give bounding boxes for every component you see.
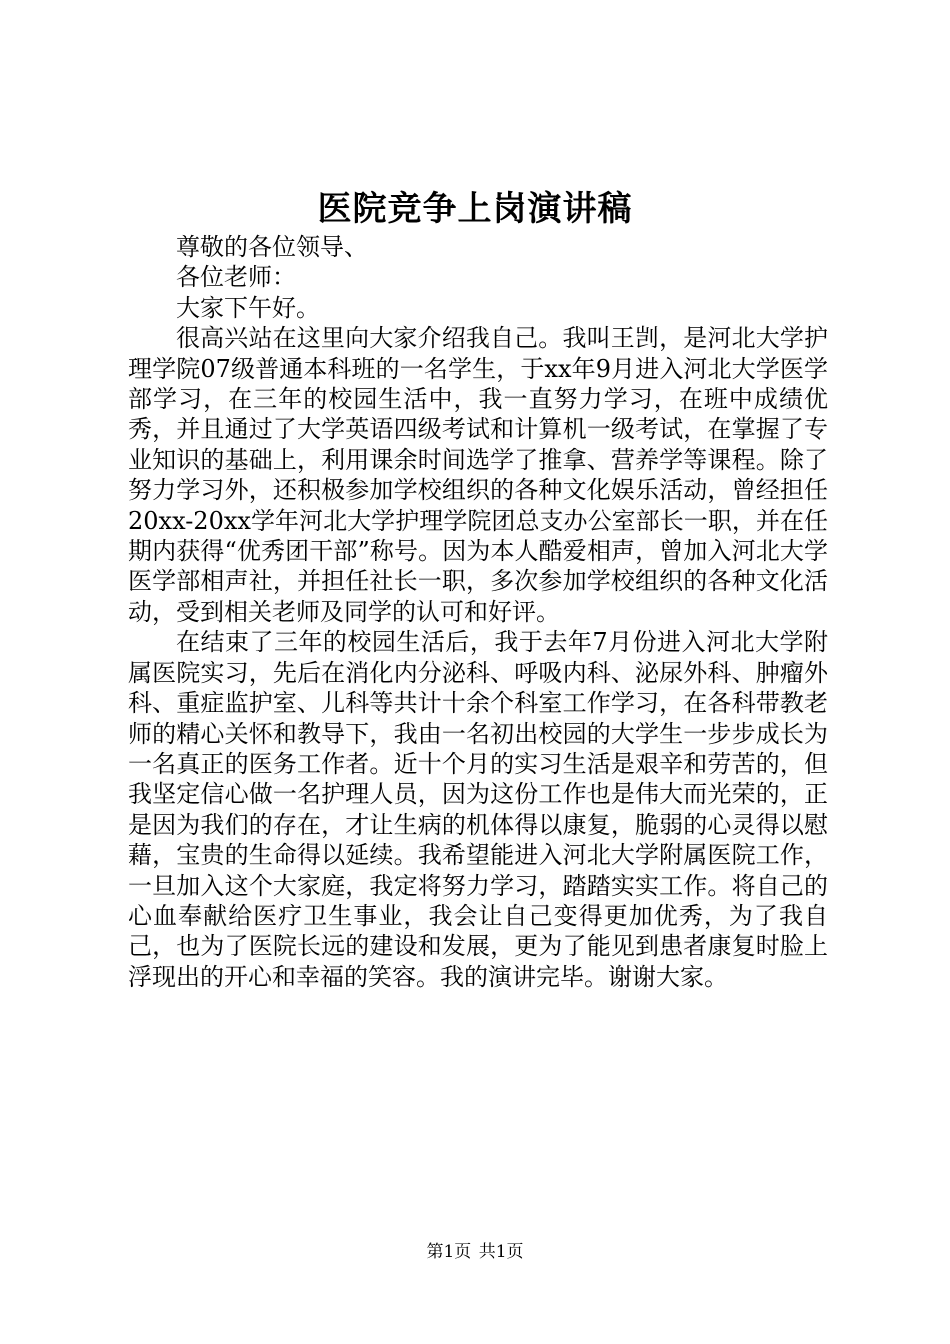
paragraph-internship: 在结束了三年的校园生活后，我于去年7月份进入河北大学附属医院实习，先后在消化内分泌科、呼吸内科、泌尿外科、肿瘤外科、重症监护室、儿科等共计十余个科室工作学习，在各科带教老师的精心关怀和教导下，我由一名初出校园的大学生一步步成长为一名真正的医务工作者。近十个月的实习生活是艰辛和劳苦的，但我坚定信心做一名护理人员，因为这份工作也是伟大而光荣的，正是因为我们的存在，才让生病的机体得以康复，脆弱的心灵得以慰藉，宝贵的生命得以延续。我希望能进入河北大学附属医院工作，一旦加入这个大家庭，我定将努力学习，踏踏实实工作。将自己的心血奉献给医疗卫生事业，我会让自己变得更加优秀，为了我自己，也为了医院长远的建设和发展，更为了能见到患者康复时脸上浮现出的开心和幸福的笑容。我的演讲完毕。谢谢大家。 <box>128 628 828 991</box>
paragraph-self-introduction: 很高兴站在这里向大家介绍我自己。我叫王剀，是河北大学护理学院07级普通本科班的一名学生，于xx年9月进入河北大学医学部学习，在三年的校园生活中，我一直努力学习，在班中成绩优秀，并且通过了大学英语四级考试和计算机一级考试，在掌握了专业知识的基础上，利用课余时间选学了推拿、营养学等课程。除了努力学习外，还积极参加学校组织的各种文化娱乐活动，曾经担任20xx-20xx学年河北大学护理学院团总支办公室部长一职，并在任期内获得“优秀团干部”称号。因为本人酷爱相声，曾加入河北大学医学部相声社，并担任社长一职，多次参加学校组织的各种文化活动，受到相关老师及同学的认可和好评。 <box>128 324 828 626</box>
document-title: 医院竞争上岗演讲稿 <box>317 189 633 229</box>
document-body <box>128 232 828 992</box>
greeting: 大家下午好。 <box>176 293 320 322</box>
salutation-teachers: 各位老师： <box>176 263 296 292</box>
page-number-footer: 第1页 共1页 <box>426 1242 524 1262</box>
salutation-leaders: 尊敬的各位领导、 <box>176 233 368 261</box>
